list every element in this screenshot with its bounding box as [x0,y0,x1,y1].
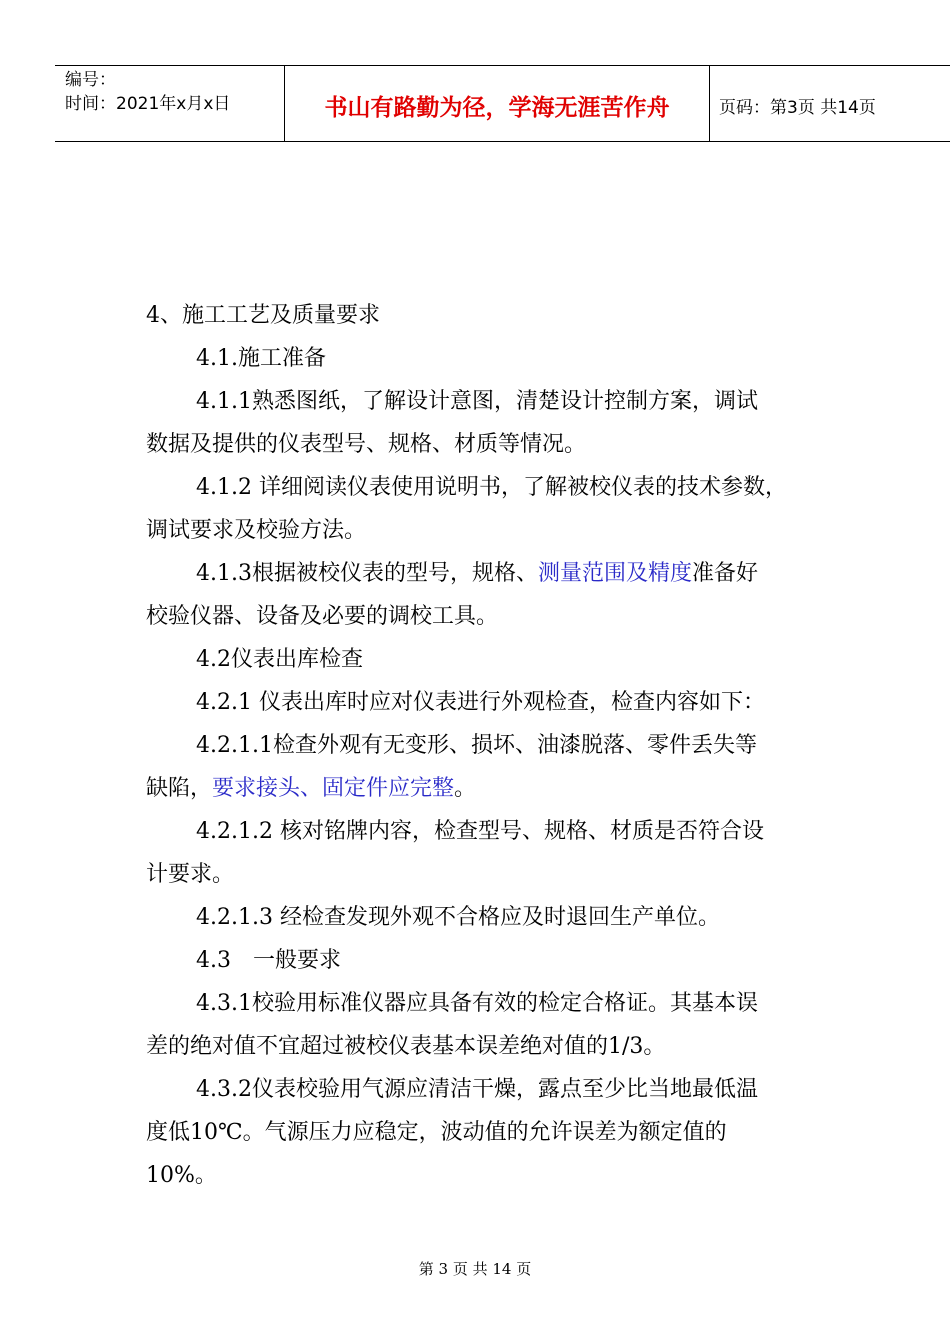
paragraph-4-3-1-line2: 差的绝对值不宜超过被校仪表基本误差绝对值的1/3。 [146,1034,666,1059]
paragraph-4-2-1-3: 4.2.1.3 经检查发现外观不合格应及时退回生产单位。 [196,905,720,930]
paragraph-4-1-3-line1 [146,552,866,595]
header-meta-cell [55,66,285,141]
subsection-title-4-3: 4.3 一般要求 [196,948,341,973]
paragraph-4-3-1-line1: 4.3.1校验用标准仪器应具备有效的检定合格证。其基本误 [196,991,758,1016]
paragraph-4-1-1-line2: 数据及提供的仪表型号、规格、材质等情况。 [146,432,587,457]
fittings-requirement-link[interactable]: 要求接头、固定件应完整 [212,776,455,801]
document-header [55,65,950,142]
paragraph-4-2-1-1-text-b: 。 [454,776,477,801]
paragraph-4-2-1: 4.2.1 仪表出库时应对仪表进行外观检查，检查内容如下： [196,690,765,715]
section-title: 4、施工工艺及质量要求 [146,303,380,328]
document-time-label: 时间：2021年x月x日 [65,94,231,114]
paragraph-4-3-2-line1: 4.3.2仪表校验用气源应清洁干燥，露点至少比当地最低温 [196,1077,758,1102]
paragraph-4-2-1-1-text-a: 缺陷， [146,776,213,801]
paragraph-4-3-2-line2: 度低10℃。气源压力应稳定，波动值的允许误差为额定值的 [146,1120,727,1145]
paragraph-4-1-3-text-b: 准备好 [692,561,759,586]
subsection-title-4-2: 4.2仪表出库检查 [196,647,363,672]
paragraph-4-1-2-line2: 调试要求及校验方法。 [146,518,367,543]
page-footer: 第 3 页 共 14 页 [418,1260,532,1278]
paragraph-4-3-2-line3: 10%。 [146,1163,217,1188]
subsection-title-4-1: 4.1.施工准备 [196,346,326,371]
header-motto: 书山有路勤为径，学海无涯苦作舟 [285,66,710,141]
paragraph-4-1-3-line2: 校验仪器、设备及必要的调校工具。 [146,604,499,629]
paragraph-4-2-1-2-line2: 计要求。 [146,862,235,887]
measurement-range-link[interactable]: 测量范围及精度 [537,561,692,586]
header-page-info: 页码：第3页 共14页 [719,98,876,118]
paragraph-4-1-1-line1: 4.1.1熟悉图纸，了解设计意图，清楚设计控制方案，调试 [196,389,758,414]
document-body [146,294,866,1197]
paragraph-4-1-3-text-a: 4.1.3根据被校仪表的型号，规格、 [196,561,538,586]
paragraph-4-1-2-line1: 4.1.2 详细阅读仪表使用说明书，了解被校仪表的技术参数， [196,475,787,500]
document-number-label: 编号： [65,70,116,90]
paragraph-4-2-1-1-line2 [146,767,866,810]
paragraph-4-2-1-1-line1: 4.2.1.1检查外观有无变形、损坏、油漆脱落、零件丢失等 [196,733,757,758]
paragraph-4-2-1-2-line1: 4.2.1.2 核对铭牌内容，检查型号、规格、材质是否符合设 [196,819,764,844]
